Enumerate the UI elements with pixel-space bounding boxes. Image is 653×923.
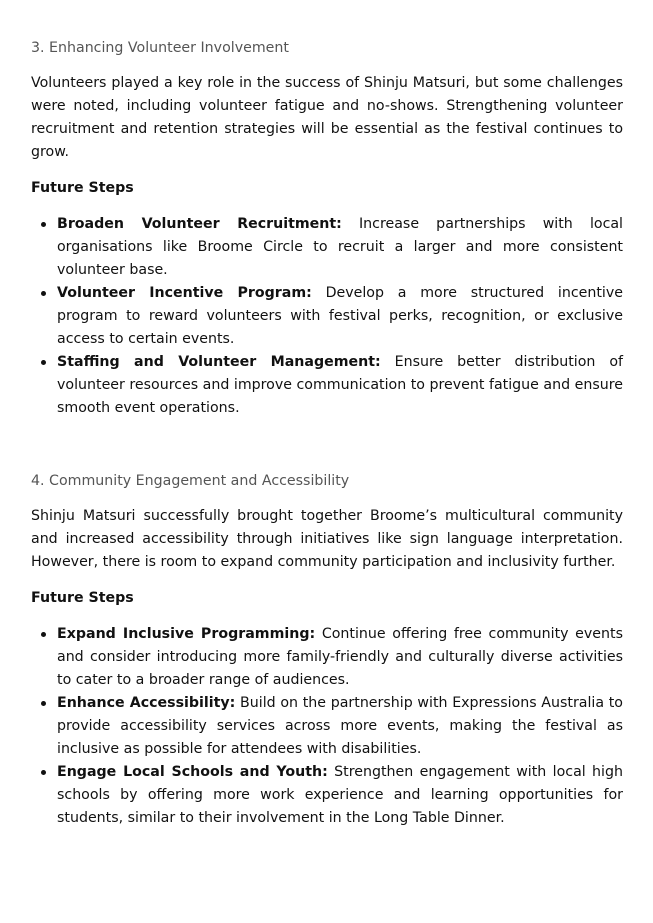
list-item	[31, 692, 623, 761]
bullet-icon	[41, 291, 46, 296]
list-item-text: Strengthen engagement with local high schools by offering more work experience and learning opportunities for students, similar to their involvement in the Long Table Dinner.	[57, 764, 623, 826]
list-item	[31, 213, 623, 282]
document-page	[31, 37, 623, 830]
bullet-icon	[41, 632, 46, 637]
future-steps-heading: Future Steps	[31, 180, 134, 196]
list-item-text: Build on the partnership with Expressions Australia to provide accessibility services across more events, making the festival as inclusive as possible for attendees with disabilities.	[57, 695, 623, 757]
section-community-engagement	[31, 470, 623, 830]
future-steps-heading: Future Steps	[31, 590, 134, 606]
list-item	[31, 351, 623, 420]
section-heading: 4. Community Engagement and Accessibility	[31, 473, 350, 489]
list-item-label: Enhance Accessibility:	[57, 695, 236, 711]
list-item-text: Develop a more structured incentive program to reward volunteers with festival perks, recognition, or exclusive access to certain events.	[57, 285, 623, 347]
list-item-label: Volunteer Incentive Program:	[57, 285, 312, 301]
list-item-label: Expand Inclusive Programming:	[57, 626, 316, 642]
bullet-icon	[41, 770, 46, 775]
future-steps-list	[31, 213, 623, 420]
bullet-icon	[41, 701, 46, 706]
section-volunteer-involvement	[31, 37, 623, 420]
list-item-label: Staffing and Volunteer Management:	[57, 354, 381, 370]
future-steps-list	[31, 623, 623, 830]
list-item	[31, 282, 623, 351]
section-paragraph: Shinju Matsuri successfully brought together Broome’s multicultural community and increased accessibility through initiatives like sign language interpretation. However, there is room to expand community participation and inclusivity further.	[31, 508, 623, 570]
list-item-label: Engage Local Schools and Youth:	[57, 764, 328, 780]
list-item-text: Increase partnerships with local organisations like Broome Circle to recruit a larger and more consistent volunteer base.	[57, 216, 623, 278]
list-item	[31, 761, 623, 830]
section-paragraph: Volunteers played a key role in the success of Shinju Matsuri, but some challenges were noted, including volunteer fatigue and no-shows. Strengthening volunteer recruitment and retention strategies will be essential as the festival continues to grow.	[31, 75, 623, 160]
section-heading: 3. Enhancing Volunteer Involvement	[31, 40, 289, 56]
bullet-icon	[41, 222, 46, 227]
list-item	[31, 623, 623, 692]
list-item-label: Broaden Volunteer Recruitment:	[57, 216, 342, 232]
list-item-text: Ensure better distribution of volunteer resources and improve communication to prevent fatigue and ensure smooth event operations.	[57, 354, 623, 416]
bullet-icon	[41, 360, 46, 365]
list-item-text: Continue offering free community events and consider introducing more family-friendly and culturally diverse activities to cater to a broader range of audiences.	[57, 626, 623, 688]
